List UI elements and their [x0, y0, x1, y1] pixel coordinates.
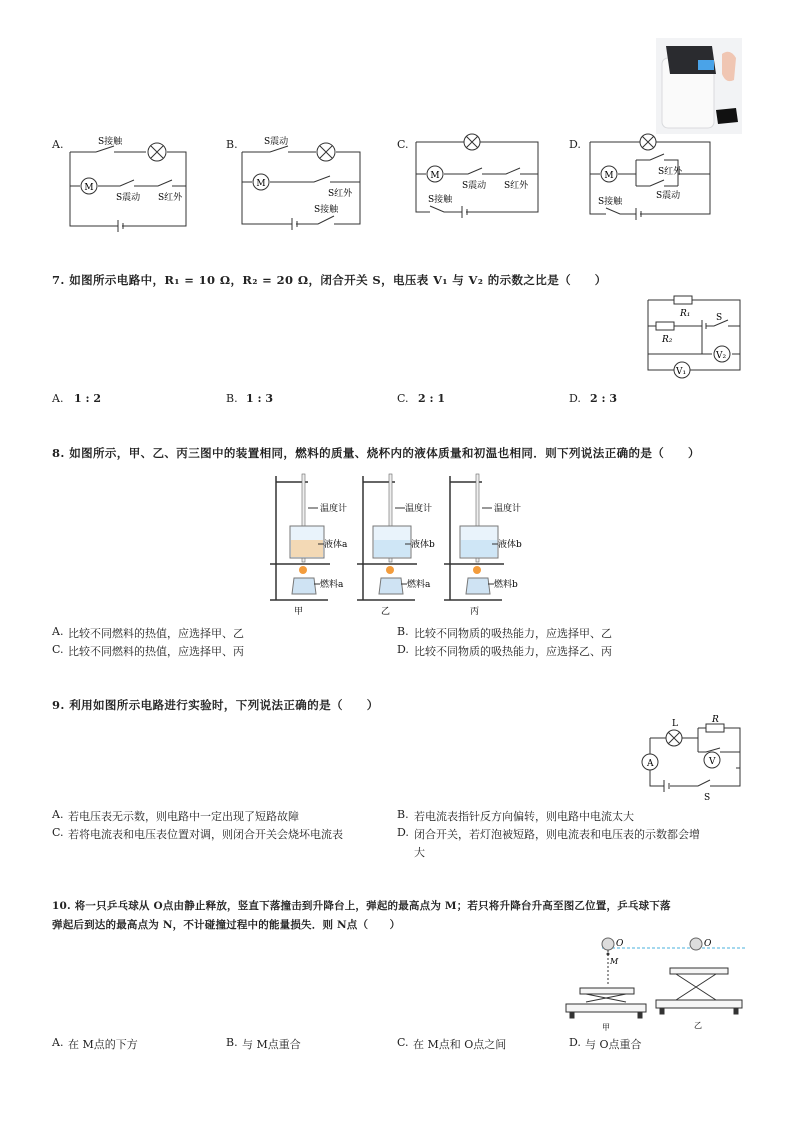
q6-c-label-3: S接触 — [428, 195, 453, 205]
q6-option-d-letter[interactable]: D. — [569, 138, 581, 151]
q8-option-c-letter[interactable]: C. — [52, 643, 64, 656]
q6-d-label-3: S接触 — [598, 197, 623, 207]
q7-s: S — [716, 313, 723, 323]
q9-s: S — [704, 793, 711, 802]
q7-option-a[interactable]: 1 : 2 — [74, 392, 102, 405]
q6-option-c-letter[interactable]: C. — [397, 138, 409, 151]
q8-jia-name: 甲 — [294, 607, 304, 617]
q8-jia-thermo: 温度计 — [320, 504, 348, 514]
q10-option-d[interactable]: 与 O点重合 — [585, 1038, 642, 1051]
q7-v2: V₂ — [716, 351, 727, 361]
q8-jia-fuel: 燃料a — [320, 580, 344, 590]
q8-yi-thermo: 温度计 — [405, 504, 433, 514]
q10-option-d-letter[interactable]: D. — [569, 1036, 581, 1049]
q7-option-b[interactable]: 1 : 3 — [246, 392, 274, 405]
q6-b-label-3: S接触 — [314, 205, 339, 215]
q8-apparatus-jia — [268, 470, 358, 620]
q6-a-label-2: S震动 — [116, 193, 141, 203]
q6-c-label-2: S红外 — [504, 181, 529, 191]
q8-apparatus-yi — [355, 470, 445, 620]
q10-m: M — [610, 957, 619, 966]
q8-bing-thermo: 温度计 — [494, 504, 522, 514]
q8-option-b[interactable]: 比较不同物质的吸热能力，应选择甲、乙 — [414, 627, 612, 640]
q10-option-b-letter[interactable]: B. — [226, 1036, 238, 1049]
q7-option-c-letter[interactable]: C. — [397, 392, 409, 405]
q10-stem-line1: 10. 将一只乒乓球从 O点由静止释放，竖直下落撞击到升降台上，弹起的最高点为 M；若只将升降台升高至图乙位置，乒乓球下落 — [52, 900, 671, 912]
q9-option-c[interactable]: 若将电流表和电压表位置对调，则闭合开关会烧坏电流表 — [68, 828, 343, 841]
q9-v: V — [709, 757, 716, 767]
svg-text:M: M — [84, 183, 94, 193]
q7-option-c[interactable]: 2 : 1 — [418, 392, 446, 405]
q7-option-a-letter[interactable]: A. — [52, 392, 64, 405]
q6-circuit-a — [62, 130, 192, 235]
q9-option-d-letter[interactable]: D. — [397, 826, 409, 839]
q6-d-label-1: S红外 — [658, 167, 683, 177]
q9-option-b-letter[interactable]: B. — [397, 808, 409, 821]
q9-option-a-letter[interactable]: A. — [52, 808, 64, 821]
q9-circuit — [636, 712, 744, 802]
q10-o1: O — [616, 939, 624, 949]
q6-b-label-2: S红外 — [328, 189, 353, 199]
q6-a-label-3: S红外 — [158, 193, 183, 203]
q7-v1: V₁ — [676, 367, 687, 377]
q9-option-a[interactable]: 若电压表无示数，则电路中一定出现了短路故障 — [68, 810, 299, 823]
q7-r2: R₂ — [662, 335, 673, 345]
svg-text:M: M — [430, 171, 440, 181]
q8-option-b-letter[interactable]: B. — [397, 625, 409, 638]
q10-figure — [560, 932, 750, 1034]
q6-circuit-b — [236, 130, 366, 230]
q8-yi-name: 乙 — [381, 607, 391, 617]
q10-option-a[interactable]: 在 M点的下方 — [68, 1038, 138, 1051]
q10-option-a-letter[interactable]: A. — [52, 1036, 64, 1049]
q8-bing-fuel: 燃料b — [494, 580, 518, 590]
q9-stem: 9. 利用如图所示电路进行实验时，下列说法正确的是（ ） — [52, 698, 379, 712]
q7-circuit — [644, 290, 744, 382]
q9-option-b[interactable]: 若电流表指针反方向偏转，则电路中电流太大 — [414, 810, 634, 823]
q10-yi: 乙 — [694, 1021, 702, 1030]
q10-option-c[interactable]: 在 M点和 O点之间 — [413, 1038, 507, 1051]
q10-option-b[interactable]: 与 M点重合 — [242, 1038, 301, 1051]
q8-option-d[interactable]: 比较不同物质的吸热能力，应选择乙、丙 — [414, 645, 612, 658]
q6-option-a-letter[interactable]: A. — [52, 138, 64, 151]
q9-option-d-cont: 大 — [414, 846, 425, 859]
q10-o2: O — [704, 939, 712, 949]
q7-option-d-letter[interactable]: D. — [569, 392, 581, 405]
q8-apparatus-bing — [442, 470, 542, 620]
q8-option-a[interactable]: 比较不同燃料的热值，应选择甲、乙 — [68, 627, 244, 640]
q7-r1: R₁ — [680, 309, 691, 319]
q8-bing-liquid: 液体b — [498, 540, 522, 550]
q7-option-d[interactable]: 2 : 3 — [590, 392, 618, 405]
trash-can-photo — [656, 38, 742, 134]
q6-circuit-d — [580, 130, 720, 225]
q6-circuit-c — [408, 130, 548, 225]
q10-stem-line2: 弹起后到达的最高点为 N，不计碰撞过程中的能量损失．则 N点（ ） — [52, 919, 401, 931]
q9-option-d[interactable]: 闭合开关，若灯泡被短路，则电流表和电压表的示数都会增 — [414, 828, 700, 841]
q8-bing-name: 丙 — [470, 607, 480, 617]
q8-option-c[interactable]: 比较不同燃料的热值，应选择甲、丙 — [68, 645, 244, 658]
q6-b-label-1: S震动 — [264, 137, 289, 147]
q8-option-d-letter[interactable]: D. — [397, 643, 409, 656]
svg-text:M: M — [604, 171, 614, 181]
q8-yi-fuel: 燃料a — [407, 580, 431, 590]
q6-c-label-1: S震动 — [462, 181, 487, 191]
svg-text:M: M — [256, 179, 266, 189]
q9-option-c-letter[interactable]: C. — [52, 826, 64, 839]
q8-option-a-letter[interactable]: A. — [52, 625, 64, 638]
q7-stem: 7. 如图所示电路中，R₁ = 10 Ω，R₂ = 20 Ω，闭合开关 S，电压表 V₁ 与 V₂ 的示数之比是（ ） — [52, 273, 607, 287]
q8-stem: 8. 如图所示，甲、乙、丙三图中的装置相同，燃料的质量、烧杯内的液体质量和初温也相同．则下列说法正确的是（ ） — [52, 446, 700, 460]
q9-r: R — [712, 715, 719, 725]
q8-yi-liquid: 液体b — [411, 540, 435, 550]
q6-d-label-2: S震动 — [656, 191, 681, 201]
q9-l: L — [672, 719, 678, 729]
q7-option-b-letter[interactable]: B. — [226, 392, 238, 405]
q10-jia: 甲 — [602, 1023, 610, 1032]
q9-a: A — [647, 759, 654, 769]
q8-jia-liquid: 液体a — [324, 540, 348, 550]
q10-option-c-letter[interactable]: C. — [397, 1036, 409, 1049]
q6-option-b-letter[interactable]: B. — [226, 138, 238, 151]
q6-a-label-1: S接触 — [98, 137, 123, 147]
